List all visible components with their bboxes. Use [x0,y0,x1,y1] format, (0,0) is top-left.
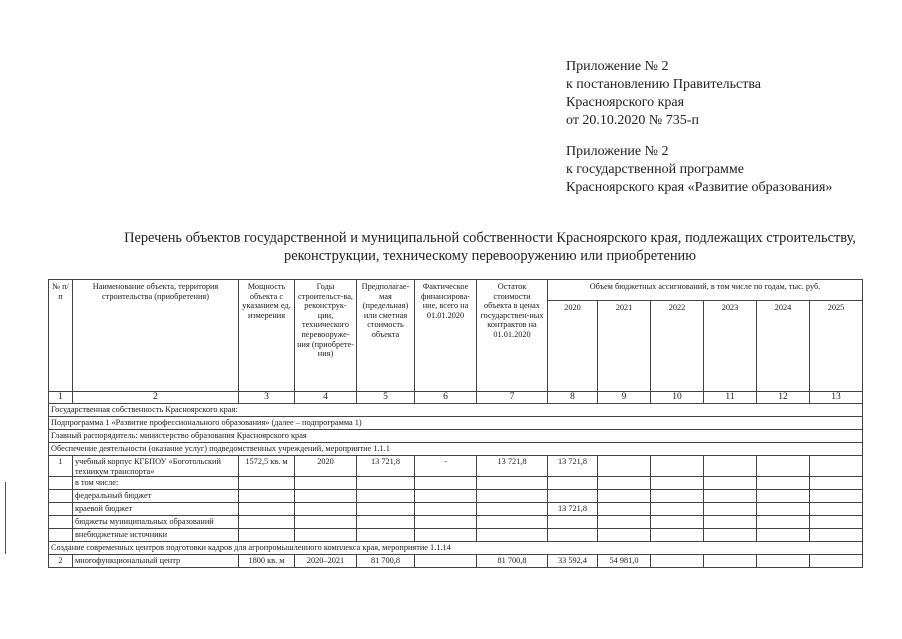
col-number: 11 [704,392,757,404]
document-title-line1: Перечень объектов государственной и муниципальной собственности Красноярского края, подлежащих строительству, [124,230,856,246]
col-number: 9 [598,392,651,404]
objects-table [48,279,863,568]
col-number: 5 [357,392,415,404]
row-num: 1 [49,456,73,477]
col-number: 7 [477,392,548,404]
section-activity-1-1-1: Обеспечение деятельности (оказание услуг) подведомственных учреждений, мероприятие 1.1.1 [49,443,863,456]
row-object-name: многофункциональный центр [73,555,239,568]
row-years: 2020–2021 [295,555,357,568]
row-actual: - [415,456,477,477]
table-row [49,516,863,529]
row-capacity: 1800 кв. м [239,555,295,568]
header-name: Наименование объекта, территория строительства (приобретения) [73,280,239,392]
attachment-resolution-line1: Приложение № 2 [566,59,669,74]
table-row [49,529,863,542]
attachment-program-line2: к государственной программе [566,162,744,177]
row-remaining: 13 721,8 [477,456,548,477]
header-cost: Предполагае-мая (предельная) или сметная стоимость объекта [357,280,415,392]
row-years: 2020 [295,456,357,477]
header-actual: Фактическое финансирова-ние, всего на 01.01.2020 [415,280,477,392]
col-number: 1 [49,392,73,404]
table-row [49,456,863,477]
table-row [49,490,863,503]
header-year-2025: 2025 [810,301,863,392]
attachment-program [566,143,832,197]
attachment-resolution-line4: от 20.10.2020 № 735-п [566,113,699,128]
attachment-program-line3: Красноярского края «Развитие образования» [566,180,833,195]
header-capacity: Мощность объекта с указанием ед. измерения [239,280,295,392]
row-2020: 33 592,4 [548,555,598,568]
row-municipal-budget: бюджеты муниципальных образований [73,516,239,529]
col-number: 8 [548,392,598,404]
attachment-resolution-line2: к постановлению Правительства [566,77,762,92]
row-2021: 54 981,0 [598,555,651,568]
section-subprogram: Подпрограмма 1 «Развитие профессионального образования» (далее – подпрограмма 1) [49,417,863,430]
row-extrabudgetary: внебюджетные источники [73,529,239,542]
section-ownership: Государственная собственность Красноярского края: [49,404,863,417]
col-number: 12 [757,392,810,404]
row-regional-2020: 13 721,8 [548,503,598,516]
document-title-line2: реконструкции, техническому перевооружению или приобретению [284,248,696,264]
column-numbers-row [49,392,863,404]
col-number: 4 [295,392,357,404]
header-year-2020: 2020 [548,301,598,392]
row-regional-budget: краевой бюджет [73,503,239,516]
header-budget: Объем бюджетных ассигнований, в том числе по годам, тыс. руб. [548,280,863,301]
row-including: в том числе: [73,477,239,490]
col-number: 13 [810,392,863,404]
header-year-2021: 2021 [598,301,651,392]
col-number: 6 [415,392,477,404]
row-capacity: 1572,5 кв. м [239,456,295,477]
document-title [60,229,902,265]
row-num: 2 [49,555,73,568]
section-activity-1-1-14: Создание современных центров подготовки кадров для агропромышленного комплекса края, мероприятие 1.1.14 [49,542,863,555]
row-federal-budget: федеральный бюджет [73,490,239,503]
attachment-program-line1: Приложение № 2 [566,144,669,159]
col-number: 3 [239,392,295,404]
table-row [49,503,863,516]
section-administrator: Главный распорядитель: министерство образования Красноярского края [49,430,863,443]
row-2020: 13 721,8 [548,456,598,477]
table-row [49,555,863,568]
header-year-2024: 2024 [757,301,810,392]
scan-artifact-line [5,482,6,554]
table-row [49,477,863,490]
row-cost: 81 700,8 [357,555,415,568]
row-actual [415,555,477,568]
col-number: 10 [651,392,704,404]
header-year-2022: 2022 [651,301,704,392]
attachment-resolution [566,58,761,130]
col-number: 2 [73,392,239,404]
header-years: Годы строительст-ва, реконструк-ции, технического перевооруже-ния (приобрете-ния) [295,280,357,392]
header-remaining: Остаток стоимости объекта в ценах государствен-ных контрактов на 01.01.2020 [477,280,548,392]
row-cost: 13 721,8 [357,456,415,477]
header-year-2023: 2023 [704,301,757,392]
row-object-name: учебный корпус КГБПОУ «Боготольский техникум транспорта» [73,456,239,477]
header-num: № п/п [49,280,73,392]
row-remaining: 81 700,8 [477,555,548,568]
attachment-resolution-line3: Красноярского края [566,95,685,110]
